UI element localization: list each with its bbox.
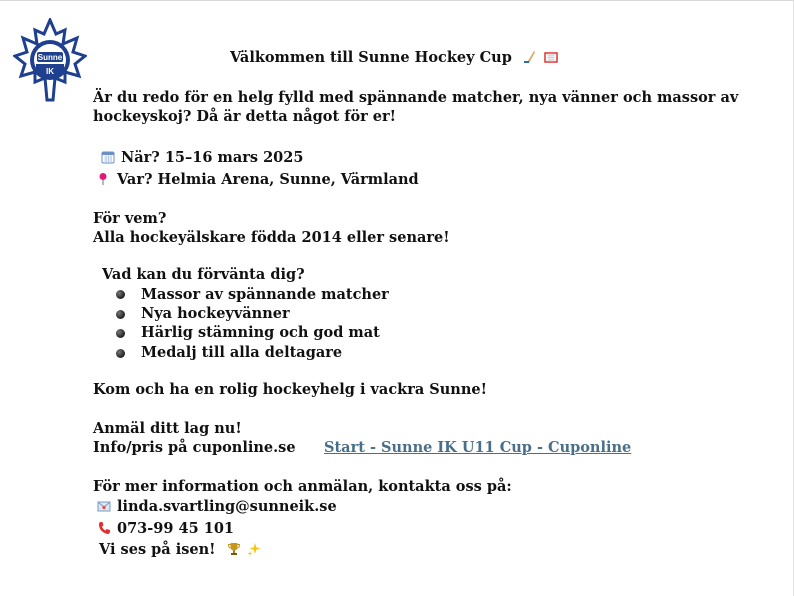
when-text: När? 15–16 mars 2025: [121, 149, 304, 166]
hockey-goal-icon: [544, 50, 558, 64]
list-item: Härlig stämning och god mat: [141, 324, 380, 341]
location-pin-icon: [97, 172, 111, 186]
where-text: Var? Helmia Arena, Sunne, Värmland: [117, 171, 419, 188]
invite-text: Kom och ha en rolig hockeyhelg i vackra Sunne!: [93, 381, 487, 398]
email-text[interactable]: linda.svartling@sunneik.se: [117, 498, 337, 515]
register-text: Anmäl ditt lag nu!: [93, 420, 242, 437]
title-text: Välkommen till Sunne Hockey Cup: [230, 49, 512, 66]
logo-top-text: Sunne: [37, 53, 63, 62]
calendar-icon: [101, 150, 115, 164]
puck-bullet-icon: [116, 349, 125, 358]
puck-bullet-icon: [116, 310, 125, 319]
when-line: [101, 149, 303, 167]
intro-line-2: hockeyskoj? Då är detta något för er!: [93, 108, 397, 125]
cuponline-link[interactable]: Start - Sunne IK U11 Cup - Cuponline: [324, 439, 632, 456]
who-heading: För vem?: [93, 210, 167, 227]
where-line: [97, 171, 419, 189]
intro-line-1: Är du redo för en helg fylld med spännande matcher, nya vänner och massor av: [93, 89, 739, 106]
phone-line: [97, 520, 234, 538]
phone-text[interactable]: 073-99 45 101: [117, 520, 235, 537]
email-line: [97, 498, 337, 516]
list-item: Medalj till alla deltagare: [141, 344, 343, 361]
info-label: Info/pris på cuponline.se: [93, 439, 296, 456]
list-item: Massor av spännande matcher: [141, 286, 389, 303]
puck-bullet-icon: [116, 329, 125, 338]
email-icon: [97, 499, 111, 513]
list-item: Nya hockeyvänner: [141, 305, 290, 322]
who-text: Alla hockeyälskare födda 2014 eller senare!: [93, 229, 450, 246]
phone-icon: [97, 521, 111, 535]
farewell-line: [99, 541, 267, 559]
top-border: [0, 0, 794, 1]
sparkles-icon: [247, 542, 261, 556]
expect-heading: Vad kan du förvänta dig?: [102, 266, 305, 283]
logo-bottom-text: IK: [46, 67, 54, 76]
hockey-stick-icon: [523, 50, 537, 64]
page-title: [0, 49, 794, 67]
trophy-icon: [227, 542, 241, 556]
puck-bullet-icon: [116, 290, 125, 299]
farewell-text: Vi ses på isen!: [99, 541, 216, 558]
contact-heading: För mer information och anmälan, kontakta oss på:: [93, 478, 512, 495]
